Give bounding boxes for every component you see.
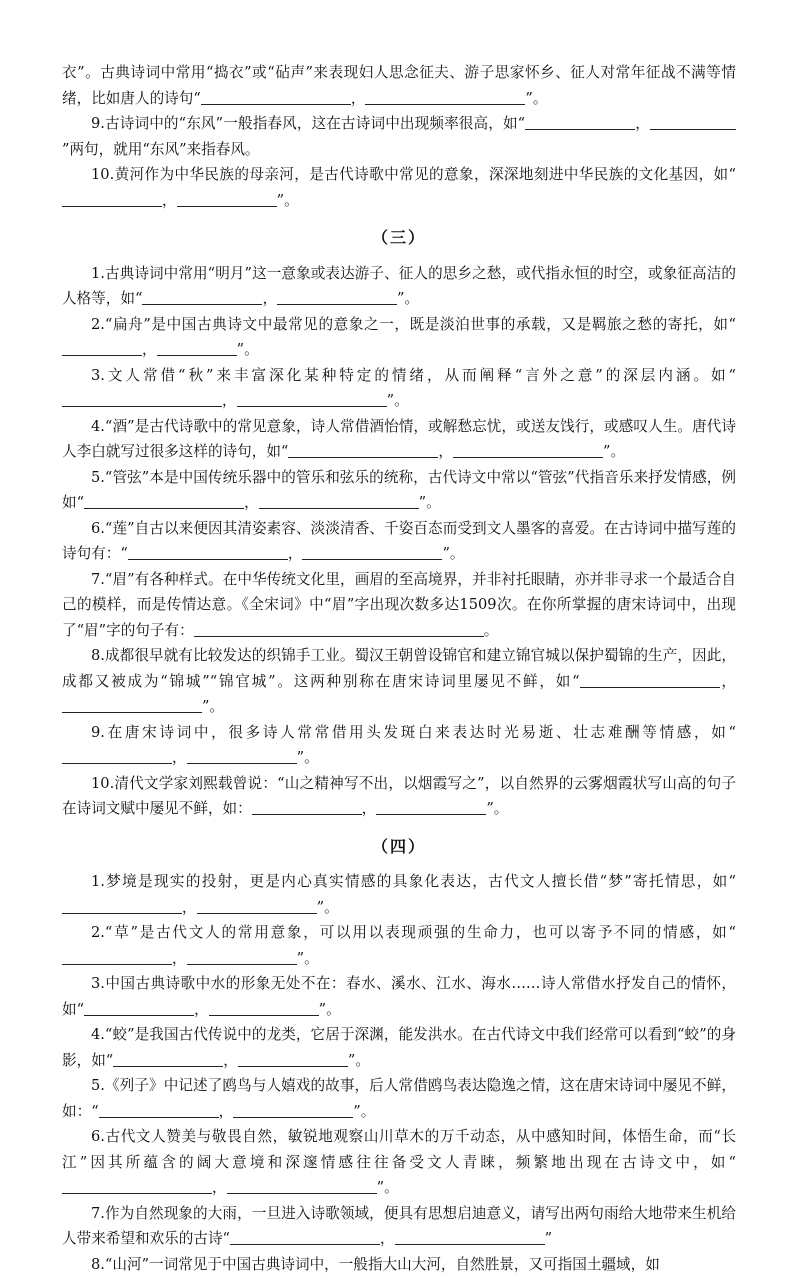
answer-blank[interactable]: [84, 999, 194, 1016]
section-heading: （四）: [62, 834, 736, 860]
question-text: 3.中国古典诗歌中水的形象无处不在：春水、溪水、江水、海水……诗人常借水抒发自己的情怀，如“: [62, 975, 736, 1018]
question-item: [62, 465, 736, 516]
answer-blank[interactable]: [237, 390, 387, 407]
question-text: 4.“蛟”是我国古代传说中的龙类，它居于深渊，能发洪水。在古代诗文中我们经常可以看到“蛟”的身影，如“: [62, 1026, 736, 1069]
answer-blank[interactable]: [62, 948, 172, 965]
question-text: 8.“山河”一词常见于中国古典诗词中，一般指大山大河，自然胜景，又可指国土疆域，如: [91, 1256, 660, 1273]
closing-quote: ”: [545, 1230, 552, 1247]
separator: ，: [162, 192, 177, 209]
question-text: 4.“酒”是古代诗歌中的常见意象，诗人常借酒怡情，或解愁忘忧，或送友饯行，或感叹人生。唐代诗人李白就写过很多这样的诗句，如“: [62, 418, 736, 461]
closing-quote: ”。: [397, 290, 419, 307]
separator: ，: [362, 800, 377, 817]
question-item: [62, 1073, 736, 1124]
closing-quote: ”。: [442, 545, 464, 562]
closing-quote: ”两句，就用“东风”来指春风。: [62, 141, 260, 158]
answer-blank[interactable]: [62, 339, 142, 356]
closing-quote: ”。: [317, 899, 339, 916]
question-text: 8.成都很早就有比较发达的织锦手工业。蜀汉王朝曾设锦官和建立锦官城以保护蜀锦的生产，因此，成都又被成为“锦城”“锦官城”。这两种别称在唐宋诗词里屡见不鲜，如“: [62, 647, 736, 690]
answer-blank[interactable]: [230, 1228, 380, 1245]
question-text: 7.作为自然现象的大雨，一旦进入诗歌领域，便具有思想启迪意义，请写出两句雨给大地带来生机给人带来希望和欢乐的古诗“: [62, 1205, 736, 1248]
separator: ，: [222, 392, 237, 409]
question-text: 9.在唐宋诗词中，很多诗人常常借用头发斑白来表达时光易逝、壮志难酬等情感，如“: [91, 724, 736, 741]
question-text: 5.“管弦”本是中国传统乐器中的管乐和弦乐的统称，古代诗文中常以“管弦”代指音乐来抒发情感，例如“: [62, 469, 736, 512]
question-item: [62, 1124, 736, 1201]
question-item: [62, 261, 736, 312]
closing-quote: 。: [484, 622, 499, 639]
answer-blank[interactable]: [62, 1177, 212, 1194]
answer-blank[interactable]: [128, 543, 288, 560]
question-text: 7.“眉”有各种样式。在中华传统文化里，画眉的至高境界，并非衬托眼睛，亦并非寻求一个最适合自己的模样，而是传情达意。《全宋词》中“眉”字出现次数多达1509次。在你所掌握的唐宋诗词中，出现了“眉”字的句子有：: [62, 571, 736, 639]
answer-blank[interactable]: [187, 747, 297, 764]
closing-quote: ”。: [297, 950, 319, 967]
question-item: [62, 971, 736, 1022]
separator: ，: [351, 90, 366, 107]
document-page: [62, 60, 736, 1277]
answer-blank[interactable]: [62, 390, 222, 407]
answer-blank[interactable]: [233, 1101, 353, 1118]
separator: ，: [219, 1103, 234, 1120]
answer-blank[interactable]: [650, 113, 736, 130]
question-item: [62, 869, 736, 920]
question-item: [62, 643, 736, 720]
answer-blank[interactable]: [376, 798, 486, 815]
closing-quote: ”。: [348, 1052, 370, 1069]
section2-item8-tail: [62, 60, 736, 111]
closing-quote: ”。: [486, 800, 508, 817]
separator: ，: [182, 899, 197, 916]
answer-blank[interactable]: [99, 1101, 219, 1118]
closing-quote: ”。: [387, 392, 409, 409]
section2-item9: [62, 111, 736, 162]
answer-blank[interactable]: [62, 897, 182, 914]
answer-blank[interactable]: [194, 620, 484, 637]
closing-quote: ”。: [419, 494, 441, 511]
answer-blank[interactable]: [157, 339, 237, 356]
separator: ，: [262, 290, 277, 307]
closing-quote: ”。: [603, 443, 625, 460]
separator: ，: [172, 749, 187, 766]
section3-list: [62, 261, 736, 822]
answer-blank[interactable]: [277, 288, 397, 305]
answer-blank[interactable]: [259, 492, 419, 509]
separator: ，: [244, 494, 259, 511]
question-item: [62, 414, 736, 465]
separator: ，: [172, 950, 187, 967]
closing-quote: ”。: [525, 90, 547, 107]
separator: ，: [212, 1179, 227, 1196]
question-item: [62, 312, 736, 363]
question-item: [62, 516, 736, 567]
question-text: 2.“草”是古代文人的常用意象，可以用以表现顽强的生命力，也可以寄予不同的情感，如“: [91, 924, 736, 941]
section-heading: （三）: [62, 225, 736, 251]
question-text: 1.古典诗词中常用“明月”这一意象或表达游子、征人的思乡之愁，或代指永恒的时空，或象征高洁的人格等，如“: [62, 265, 736, 308]
question-item: [62, 1022, 736, 1073]
question-item: [62, 720, 736, 771]
closing-quote: ”。: [202, 698, 224, 715]
question-text: 3.文人常借“秋”来丰富深化某种特定的情绪，从而阐释“言外之意”的深层内涵。如“: [91, 367, 736, 384]
separator: ，: [635, 115, 650, 132]
answer-blank[interactable]: [227, 1177, 377, 1194]
answer-blank[interactable]: [252, 798, 362, 815]
separator: ，: [223, 1052, 238, 1069]
question-item: [62, 1201, 736, 1252]
question-text: 10.黄河作为中华民族的母亲河，是古代诗歌中常见的意象，深深地刻进中华民族的文化基因，如“: [91, 166, 736, 183]
question-text: 5.《列子》中记述了鸥鸟与人嬉戏的故事，后人常借鸥鸟表达隐逸之情，这在唐宋诗词中屡见不鲜，如：“: [62, 1077, 736, 1120]
question-text: 9.古诗词中的“东风”一般指春风，这在古诗词中出现频率很高，如“: [91, 115, 525, 132]
section4-list: [62, 869, 736, 1277]
question-text: 6.古代文人赞美与敬畏自然，敏锐地观察山川草木的万千动态，从中感知时间，体悟生命，而“长江”因其所蕴含的阔大意境和深邃情感往往备受文人青睐，频繁地出现在古诗文中，如“: [62, 1128, 736, 1171]
separator: ，: [288, 545, 303, 562]
question-text: 衣”。古典诗词中常用“捣衣”或“砧声”来表现妇人思念征夫、游子思家怀乡、征人对常年征战不满等情绪，比如唐人的诗句“: [62, 64, 736, 107]
separator: ，: [194, 1001, 209, 1018]
section2-item10: [62, 162, 736, 213]
closing-quote: ”。: [237, 341, 259, 358]
answer-blank[interactable]: [209, 999, 319, 1016]
answer-blank[interactable]: [238, 1050, 348, 1067]
answer-blank[interactable]: [288, 441, 438, 458]
answer-blank[interactable]: [177, 190, 277, 207]
answer-blank[interactable]: [84, 492, 244, 509]
closing-quote: ”。: [277, 192, 299, 209]
closing-quote: ”。: [297, 749, 319, 766]
separator: ，: [720, 673, 736, 690]
closing-quote: ”。: [377, 1179, 399, 1196]
answer-blank[interactable]: [113, 1050, 223, 1067]
question-text: 10.清代文学家刘熙载曾说：“山之精神写不出，以烟霞写之”，以自然界的云雾烟霞状写山高的句子在诗词文赋中屡见不鲜，如：: [62, 775, 736, 818]
answer-blank[interactable]: [187, 948, 297, 965]
answer-blank[interactable]: [142, 288, 262, 305]
question-item: [62, 363, 736, 414]
answer-blank[interactable]: [197, 897, 317, 914]
question-item: [62, 1252, 736, 1277]
question-item: [62, 567, 736, 644]
answer-blank[interactable]: [365, 88, 525, 105]
answer-blank[interactable]: [395, 1228, 545, 1245]
answer-blank[interactable]: [453, 441, 603, 458]
question-text: 2.“扁舟”是中国古典诗文中最常见的意象之一，既是淡泊世事的承载，又是羁旅之愁的寄托，如“: [91, 316, 736, 333]
separator: ，: [380, 1230, 395, 1247]
answer-blank[interactable]: [62, 696, 202, 713]
answer-blank[interactable]: [62, 190, 162, 207]
question-text: 6.“莲”自古以来便因其清姿素容、淡淡清香、千姿百态而受到文人墨客的喜爱。在古诗词中描写莲的诗句有：“: [62, 520, 736, 563]
separator: ，: [438, 443, 453, 460]
answer-blank[interactable]: [525, 113, 635, 130]
closing-quote: ”。: [319, 1001, 341, 1018]
question-item: [62, 920, 736, 971]
question-item: [62, 771, 736, 822]
closing-quote: ”。: [353, 1103, 375, 1120]
answer-blank[interactable]: [302, 543, 442, 560]
answer-blank[interactable]: [62, 747, 172, 764]
answer-blank[interactable]: [580, 671, 720, 688]
question-text: 1.梦境是现实的投射，更是内心真实情感的具象化表达，古代文人擅长借“梦”寄托情思，如“: [91, 873, 736, 890]
separator: ，: [142, 341, 157, 358]
answer-blank[interactable]: [201, 88, 351, 105]
